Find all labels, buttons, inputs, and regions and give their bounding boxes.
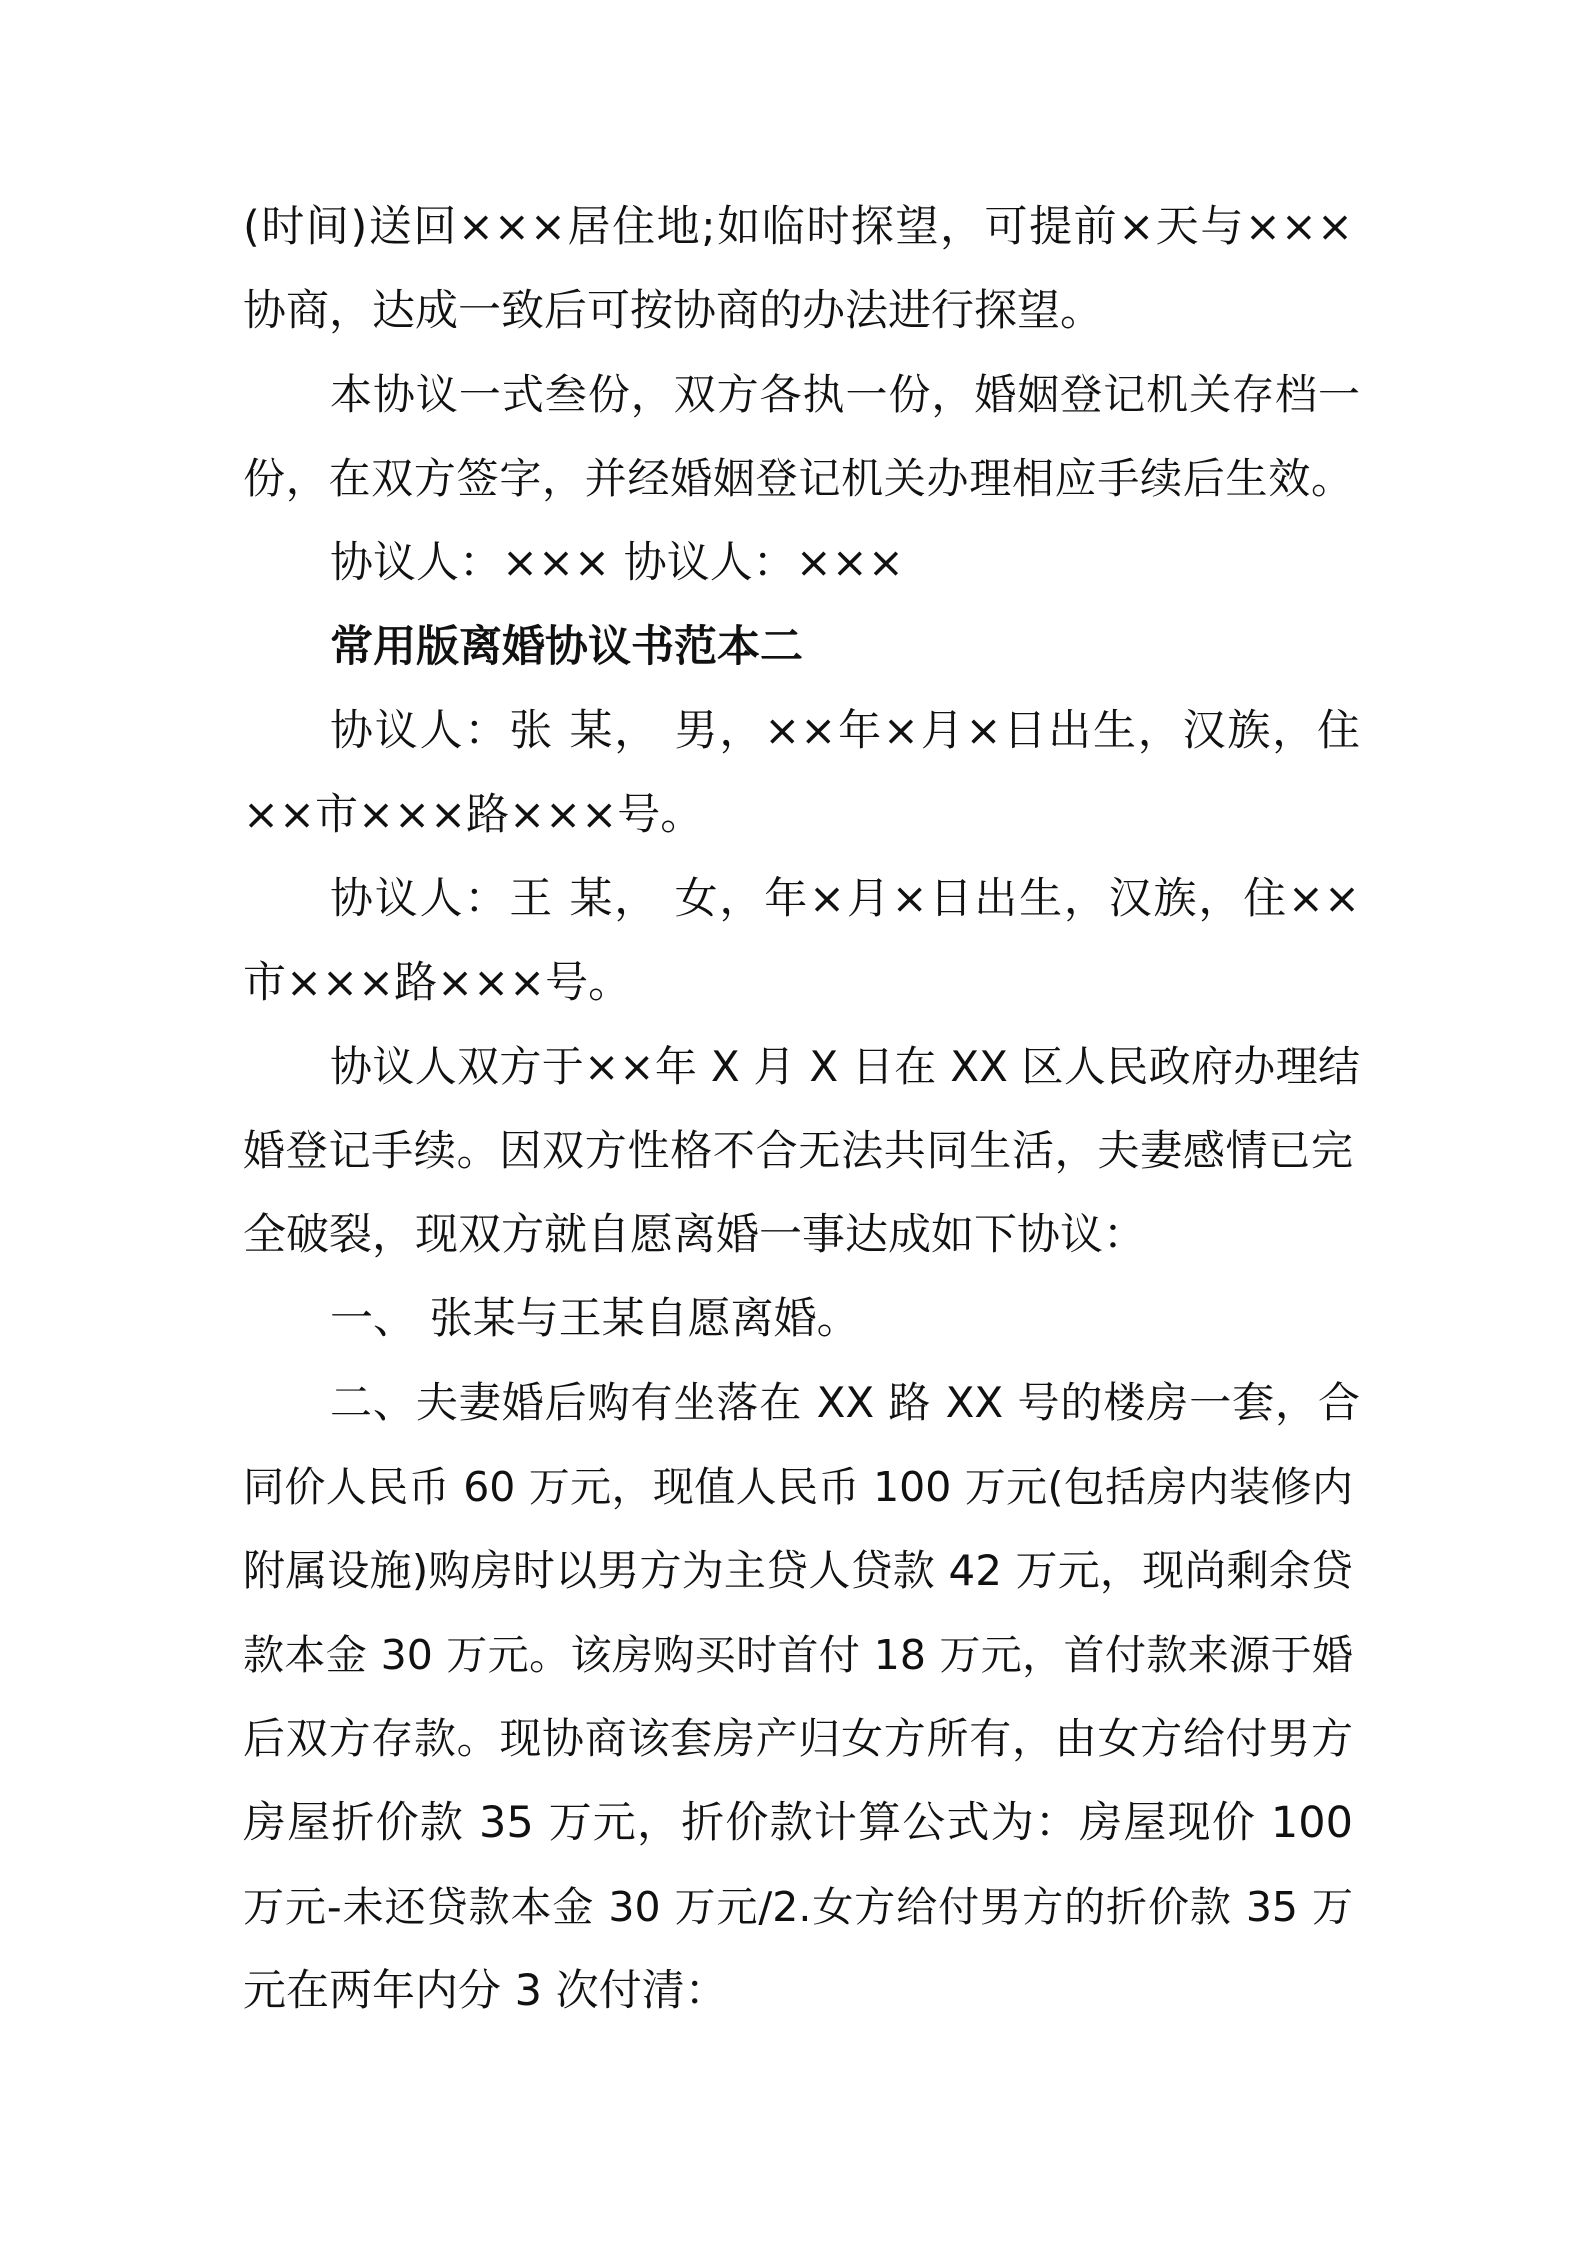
text-line: ××市×××路×××号。 <box>243 790 704 840</box>
text-line: 全破裂，现双方就自愿离婚一事达成如下协议： <box>243 1210 1146 1260</box>
text-line: (时间)送回×××居住地;如临时探望，可提前×天与××× <box>243 202 1353 252</box>
text-line: 万元-未还贷款本金 30 万元/2.女方给付男方的折价款 35 万 <box>243 1883 1353 1931</box>
text-line: 一、 张某与王某自愿离婚。 <box>330 1294 860 1344</box>
text-line: 本协议一式叁份，双方各执一份，婚姻登记机关存档一 <box>330 370 1360 419</box>
text-line: 元在两年内分 3 次付清： <box>243 1966 728 2016</box>
text-line: 同价人民币 60 万元，现值人民币 100 万元(包括房内装修内 <box>243 1463 1353 1511</box>
text-line: 协议人双方于××年 X 月 X 日在 XX 区人民政府办理结 <box>330 1042 1360 1091</box>
signature-line: 协议人：××× 协议人：××× <box>330 538 904 588</box>
text-line: 协议人：张 某， 男，××年×月×日出生，汉族，住 <box>330 706 1360 756</box>
text-line: 份，在双方签字，并经婚姻登记机关办理相应手续后生效。 <box>243 454 1353 503</box>
text-line: 房屋折价款 35 万元，折价款计算公式为：房屋现价 100 <box>243 1798 1353 1848</box>
text-line: 协商，达成一致后可按协商的办法进行探望。 <box>243 286 1103 336</box>
text-line: 后双方存款。现协商该套房产归女方所有，由女方给付男方 <box>243 1714 1353 1763</box>
text-line: 款本金 30 万元。该房购买时首付 18 万元，首付款来源于婚 <box>243 1631 1353 1679</box>
section-heading: 常用版离婚协议书范本二 <box>330 622 803 672</box>
text-line: 二、夫妻婚后购有坐落在 XX 路 XX 号的楼房一套，合 <box>330 1378 1360 1427</box>
text-line: 附属设施)购房时以男方为主贷人贷款 42 万元，现尚剩余贷 <box>243 1546 1353 1595</box>
text-line: 协议人：王 某， 女，年×月×日出生，汉族，住×× <box>330 874 1360 924</box>
text-line: 婚登记手续。因双方性格不合无法共同生活，夫妻感情已完 <box>243 1126 1353 1175</box>
text-line: 市×××路×××号。 <box>243 958 632 1008</box>
